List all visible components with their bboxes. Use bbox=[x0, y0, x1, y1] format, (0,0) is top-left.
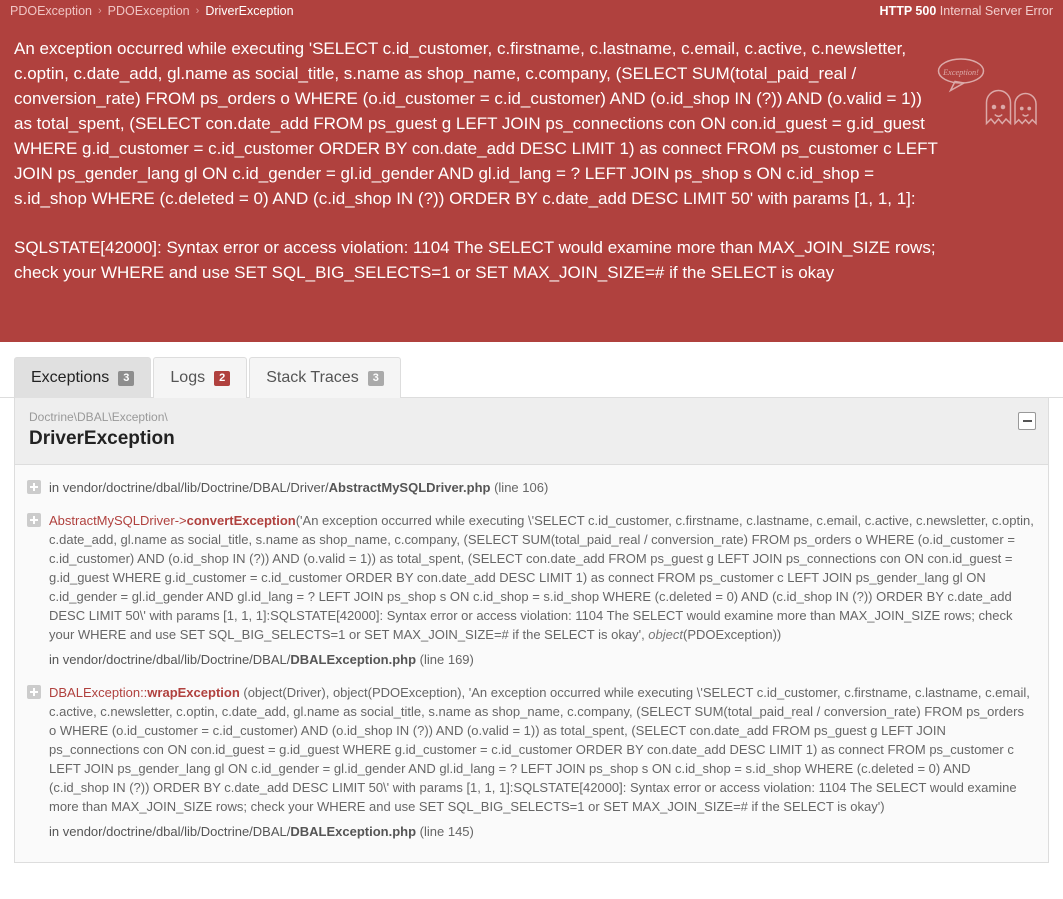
trace-arg-type: object bbox=[648, 627, 683, 642]
trace-item bbox=[15, 471, 1048, 504]
breadcrumb-item-1[interactable]: PDOException bbox=[10, 4, 92, 18]
breadcrumb-item-3[interactable]: DriverException bbox=[205, 4, 294, 18]
exception-message-primary: An exception occurred while executing 'SELECT c.id_customer, c.firstname, c.lastname, c.email, c.active, c.newsletter, c.optin, c.date_add, gl.name as social_title, s.name as shop_name, c.company, (SELECT SUM(total_paid_real / conversion_rate) FROM ps_orders o WHERE (o.id_customer = c.id_customer) AND (o.id_shop IN (?)) AND (o.valid = 1)) as total_spent, (SELECT con.date_add FROM ps_guest g LEFT JOIN ps_connections con ON con.id_guest = g.id_guest WHERE g.id_customer = c.id_customer ORDER BY con.date_add DESC LIMIT 1) as connect FROM ps_customer c LEFT JOIN ps_gender_lang gl ON c.id_gender = gl.id_gender AND gl.id_lang = ? LEFT JOIN ps_shop s ON c.id_shop = s.id_shop WHERE (c.deleted = 0) AND (c.id_shop IN (?)) ORDER BY c.date_add DESC LIMIT 50' with params [1, 1, 1]: bbox=[14, 39, 938, 208]
tab-logs[interactable] bbox=[153, 357, 247, 398]
trace-file-line: (line 169) bbox=[419, 652, 474, 667]
trace-item-body bbox=[49, 478, 1034, 497]
trace-arguments: (object(Driver), object(PDOException), 'An exception occurred while executing \'SELECT c.id_customer, c.firstname, c.lastname, c.email, c.active, c.newsletter, c.optin, c.date_add, gl.name as social_title, s.name as shop_name, c.company, (SELECT SUM(total_paid_real / conversion_rate) FROM ps_orders o WHERE (o.id_customer = c.id_customer) AND (o.id_shop IN (?)) AND (o.valid = 1)) as total_spent, (SELECT con.date_add FROM ps_guest g LEFT JOIN ps_connections con ON con.id_guest = g.id_guest WHERE g.id_customer = c.id_customer ORDER BY con.date_add DESC LIMIT 1) as connect FROM ps_customer c LEFT JOIN ps_gender_lang gl ON c.id_gender = gl.id_gender AND gl.id_lang = ? LEFT JOIN ps_shop s ON c.id_shop = s.id_shop WHERE (c.deleted = 0) AND (c.id_shop IN (?)) ORDER BY c.date_add DESC LIMIT 50\' with params [1, 1, 1]:SQLSTATE[42000]: Syntax error or access violation: 1104 The SELECT would examine more than MAX_JOIN_SIZE rows; check your WHERE and use SET SQL_BIG_SELECTS=1 or SET MAX_JOIN_SIZE=# if the SELECT is okay') bbox=[49, 685, 1030, 814]
trace-arguments: ('An exception occurred while executing \'SELECT c.id_customer, c.firstname, c.lastname, c.email, c.active, c.newsletter, c.optin, c.date_add, gl.name as social_title, s.name as shop_name, c.company, (SELECT SUM(total_paid_real / conversion_rate) FROM ps_orders o WHERE (o.id_customer = c.id_customer) AND (o.id_shop IN (?)) AND (o.valid = 1)) as total_spent, (SELECT con.date_add FROM ps_guest g LEFT JOIN ps_connections con ON con.id_guest = g.id_guest WHERE g.id_customer = c.id_customer ORDER BY con.date_add DESC LIMIT 1) as connect FROM ps_customer c LEFT JOIN ps_gender_lang gl ON c.id_gender = gl.id_gender AND gl.id_lang = ? LEFT JOIN ps_shop s ON c.id_shop = s.id_shop WHERE (c.deleted = 0) AND (c.id_shop IN (?)) ORDER BY c.date_add DESC LIMIT 50\' with params [1, 1, 1]:SQLSTATE[42000]: Syntax error or access violation: 1104 The SELECT would examine more than MAX_JOIN_SIZE rows; check your WHERE and use SET SQL_BIG_SELECTS=1 or SET MAX_JOIN_SIZE=# if the SELECT is okay', bbox=[49, 513, 1034, 642]
trace-file-name[interactable]: DBALException.php bbox=[290, 824, 417, 839]
tab-logs-label: Logs bbox=[170, 369, 206, 386]
expand-icon[interactable] bbox=[27, 685, 41, 699]
trace-item bbox=[15, 676, 1048, 848]
breadcrumb-bar bbox=[0, 0, 1063, 22]
tab-exceptions-label: Exceptions bbox=[31, 369, 110, 386]
breadcrumb-separator-icon: › bbox=[97, 5, 102, 17]
trace-file-line: (line 145) bbox=[419, 824, 474, 839]
trace-arrow: :: bbox=[140, 685, 148, 700]
tab-exceptions-count: 3 bbox=[118, 371, 134, 386]
minus-icon bbox=[1023, 420, 1032, 422]
exception-message-secondary: SQLSTATE[42000]: Syntax error or access violation: 1104 The SELECT would examine more than MAX_JOIN_SIZE rows; check your WHERE and use SET SQL_BIG_SELECTS=1 or SET MAX_JOIN_SIZE=# if the SELECT is okay bbox=[14, 238, 936, 282]
exception-panel-header bbox=[14, 398, 1049, 465]
trace-file-name[interactable]: AbstractMySQLDriver.php bbox=[328, 480, 491, 495]
breadcrumb-item-2[interactable]: PDOException bbox=[107, 4, 190, 18]
tab-logs-count: 2 bbox=[214, 371, 230, 386]
trace-item-body bbox=[49, 511, 1034, 669]
trace-file-dir: vendor/doctrine/dbal/lib/Doctrine/DBAL/ bbox=[62, 824, 291, 839]
trace-item bbox=[15, 504, 1048, 676]
trace-arrow: -> bbox=[174, 513, 187, 528]
trace-file-prefix: in bbox=[49, 480, 63, 495]
tab-exceptions[interactable] bbox=[14, 357, 151, 398]
trace-class[interactable]: DBALException bbox=[49, 685, 141, 700]
trace-method[interactable]: wrapException bbox=[147, 685, 240, 700]
expand-icon[interactable] bbox=[27, 480, 41, 494]
exception-namespace: Doctrine\DBAL\Exception\ bbox=[29, 410, 168, 424]
stack-trace-list bbox=[14, 465, 1049, 863]
tab-stack-traces-count: 3 bbox=[368, 371, 384, 386]
http-status bbox=[880, 4, 1053, 18]
trace-file-dir: vendor/doctrine/dbal/lib/Doctrine/DBAL/Driver/ bbox=[62, 480, 329, 495]
exception-panel bbox=[14, 398, 1049, 863]
trace-file-dir: vendor/doctrine/dbal/lib/Doctrine/DBAL/ bbox=[62, 652, 291, 667]
trace-file-name[interactable]: DBALException.php bbox=[290, 652, 417, 667]
trace-method[interactable]: convertException bbox=[186, 513, 296, 528]
svg-text:Exception!: Exception! bbox=[943, 67, 979, 77]
trace-item-body bbox=[49, 683, 1034, 841]
trace-class[interactable]: AbstractMySQLDriver bbox=[49, 513, 175, 528]
breadcrumb bbox=[10, 4, 294, 18]
http-status-message: Internal Server Error bbox=[939, 4, 1053, 18]
trace-file-prefix: in bbox=[49, 824, 63, 839]
exception-summary bbox=[0, 22, 1063, 342]
trace-arg-value: (PDOException)) bbox=[683, 627, 782, 642]
tab-stack-traces-label: Stack Traces bbox=[266, 369, 359, 386]
http-status-code: HTTP 500 bbox=[879, 4, 937, 18]
trace-file-prefix: in bbox=[49, 652, 63, 667]
tab-bar bbox=[0, 342, 1063, 398]
tab-stack-traces[interactable] bbox=[249, 357, 401, 398]
breadcrumb-separator-icon: › bbox=[195, 5, 200, 17]
expand-icon[interactable] bbox=[27, 513, 41, 527]
trace-file-line: (line 106) bbox=[494, 480, 549, 495]
exception-class-name: DriverException bbox=[29, 428, 175, 449]
collapse-toggle-button[interactable] bbox=[1018, 412, 1036, 430]
